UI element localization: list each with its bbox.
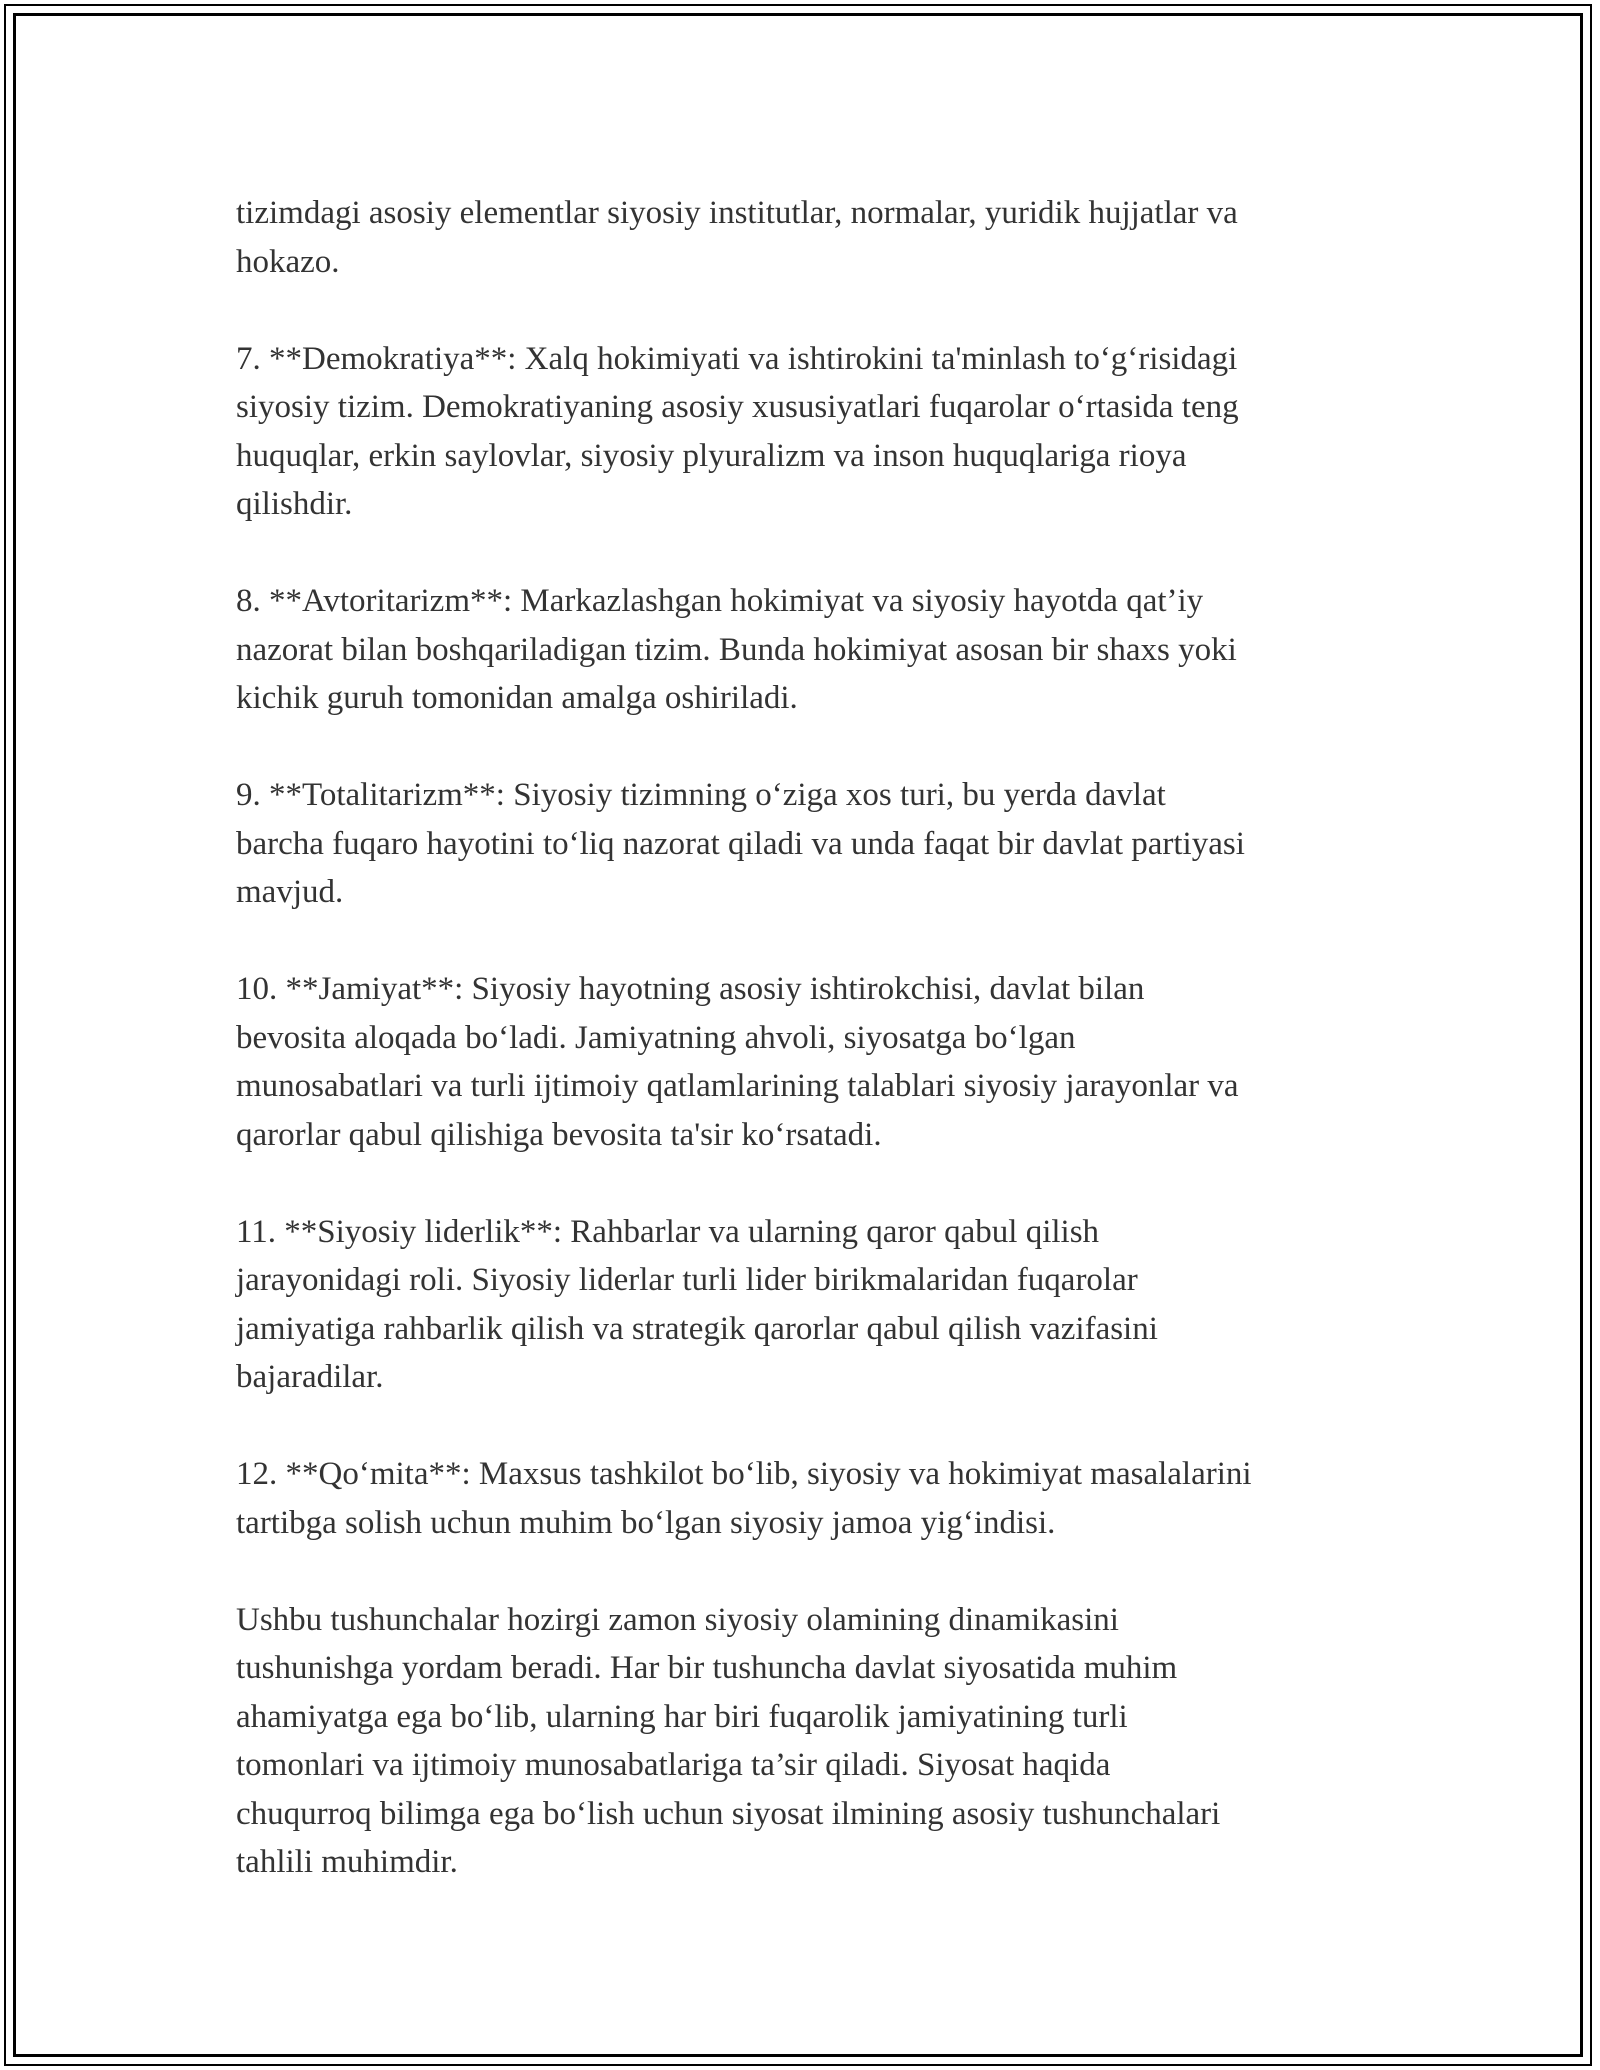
paragraph-jamiyat: 10. **Jamiyat**: Siyosiy hayotning asosiy ishtirokchisi, davlat bilan bevosita aloqada bo‘ladi. Jamiyatning ahvoli, siyosatga bo‘lgan munosabatlari va turli ijtimoiy qatlamlarining talablari siyosiy jarayonlar va qarorlar qabul qilishiga bevosita ta'sir ko‘rsatadi. [236, 971, 1239, 1153]
paragraph-totalitarizm: 9. **Totalitarizm**: Siyosiy tizimning o‘ziga xos turi, bu yerda davlat barcha fuqaro hayotini to‘liq nazorat qiladi va unda faqat bir davlat partiyasi mavjud. [236, 777, 1245, 910]
paragraph-intro-continuation: tizimdagi asosiy elementlar siyosiy institutlar, normalar, yuridik hujjatlar va hokazo. [236, 195, 1238, 280]
paragraph-demokratiya: 7. **Demokratiya**: Xalq hokimiyati va ishtirokini ta'minlash to‘g‘risidagi siyosiy tizim. Demokratiyaning asosiy xususiyatlari fuqarolar o‘rtasida teng huquqlar, erkin saylovlar, siyosiy plyuralizm va inson huquqlariga rioya qilishdir. [236, 340, 1239, 522]
paragraph-conclusion: Ushbu tushunchalar hozirgi zamon siyosiy olamining dinamikasini tushunishga yordam beradi. Har bir tushuncha davlat siyosatida muhim ahamiyatga ega bo‘lib, ularning har biri fuqarolik jamiyatining turli tomonlari va ijtimoiy munosabatlariga ta’sir qiladi. Siyosat haqida chuqurroq bilimga ega bo‘lish uchun siyosat ilmining asosiy tushunchalari tahlili muhimdir. [236, 1601, 1221, 1880]
paragraph-avtoritarizm: 8. **Avtoritarizm**: Markazlashgan hokimiyat va siyosiy hayotda qat’iy nazorat bilan boshqariladigan tizim. Bunda hokimiyat asosan bir shaxs yoki kichik guruh tomonidan amalga oshiriladi. [236, 583, 1237, 716]
paragraph-qomita: 12. **Qo‘mita**: Maxsus tashkilot bo‘lib, siyosiy va hokimiyat masalalarini tartibga solish uchun muhim bo‘lgan siyosiy jamoa yig‘indisi. [236, 1456, 1252, 1541]
document-body [236, 189, 1386, 1935]
paragraph-siyosiy-liderlik: 11. **Siyosiy liderlik**: Rahbarlar va ularning qaror qabul qilish jarayonidagi roli. Siyosiy liderlar turli lider birikmalaridan fuqarolar jamiyatiga rahbarlik qilish va strategik qarorlar qabul qilish vazifasini bajaradilar. [236, 1213, 1158, 1395]
